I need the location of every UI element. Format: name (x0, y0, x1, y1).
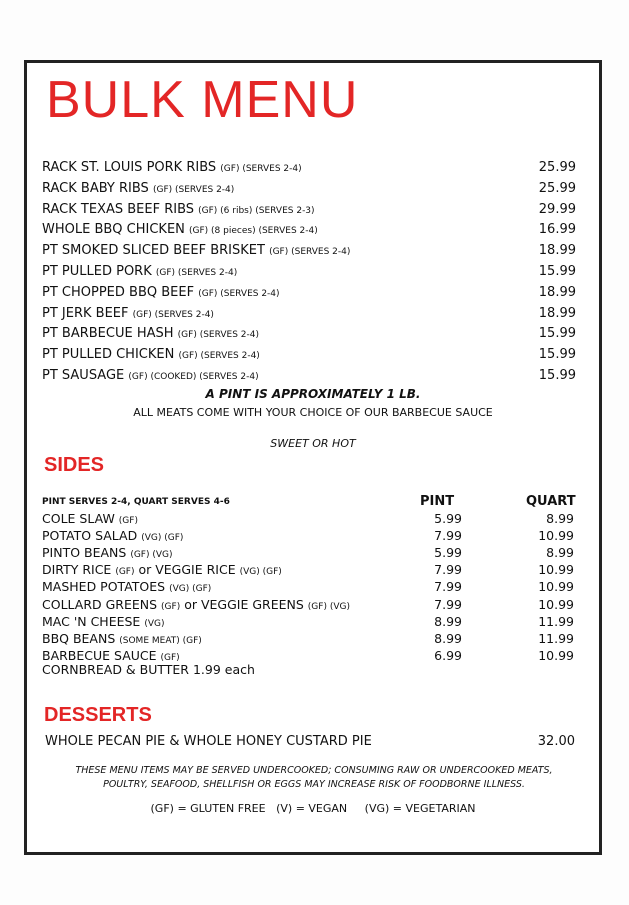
item-price: 16.99 (538, 222, 576, 238)
side-quart-price: 11.99 (538, 630, 574, 646)
legend (24, 802, 602, 815)
menu-item (42, 345, 578, 365)
item-price: 15.99 (538, 347, 576, 363)
item-label: PT BARBECUE HASH (42, 326, 178, 342)
side-quart-price: 10.99 (538, 579, 574, 595)
item-label: PT SMOKED SLICED BEEF BRISKET (42, 243, 270, 259)
item-name (42, 283, 280, 304)
item-tags: (GF) (SERVES 2-4) (198, 288, 280, 299)
side-label: MAC 'N CHEESE (42, 613, 145, 629)
side-item (42, 544, 582, 561)
item-label: WHOLE BBQ CHICKEN (42, 222, 190, 238)
item-name (42, 200, 315, 221)
side-quart-price: 10.99 (538, 562, 574, 578)
item-label: PT PULLED CHICKEN (42, 347, 179, 363)
item-tags: (GF) (SERVES 2-4) (155, 268, 238, 278)
item-price: 18.99 (538, 284, 576, 300)
item-label: PT CHOPPED BBQ BEEF (42, 284, 199, 300)
item-tags: (GF) (8 pieces) (SERVES 2-4) (189, 226, 318, 237)
item-label: PT PULLED PORK (42, 264, 156, 279)
serves-note: PINT SERVES 2-4, QUART SERVES 4-6 (42, 497, 230, 507)
item-label: RACK ST. LOUIS PORK RIBS (42, 160, 221, 175)
item-tags: (GF) (SERVES 2-4) (177, 330, 259, 341)
pint-column-header: PINT (420, 494, 455, 509)
item-price: 25.99 (538, 160, 576, 175)
dessert-row (45, 734, 575, 749)
item-tags: (GF) (SERVES 2-4) (132, 309, 214, 320)
item-label: PT JERK BEEF (42, 305, 133, 321)
side-label: DIRTY RICE (42, 562, 116, 578)
item-label: RACK TEXAS BEEF RIBS (42, 201, 199, 217)
menu-item (42, 262, 578, 282)
item-price: 18.99 (538, 305, 576, 321)
page-title: BULK MENU (46, 71, 359, 129)
side-item (42, 527, 582, 544)
item-price: 18.99 (538, 243, 576, 259)
menu-item (42, 283, 578, 303)
legend-vegetarian: (VG) = VEGETARIAN (364, 802, 476, 815)
side-label: MASHED POTATOES (42, 579, 170, 595)
side-label-alt: or VEGGIE RICE (134, 562, 240, 578)
item-price: 25.99 (538, 180, 576, 196)
item-price: 15.99 (538, 326, 576, 342)
side-pint-price: 6.99 (434, 647, 462, 663)
side-pint-price: 7.99 (434, 562, 462, 578)
disclaimer-line: THESE MENU ITEMS MAY BE SERVED UNDERCOOKED; CONSUMING RAW OR UNDERCOOKED MEATS, (75, 765, 553, 776)
item-tags: (GF) (SERVES 2-4) (220, 164, 302, 174)
legend-gf: (GF) = GLUTEN FREE (150, 802, 266, 815)
item-name (42, 345, 260, 366)
item-name (42, 366, 259, 387)
side-quart-price: 11.99 (538, 613, 574, 629)
side-pint-price: 8.99 (434, 630, 462, 646)
disclaimer-line: POULTRY, SEAFOOD, SHELLFISH OR EGGS MAY INCREASE RISK OF FOODBORNE ILLNESS. (103, 779, 525, 790)
sauce-note: ALL MEATS COME WITH YOUR CHOICE OF OUR BARBECUE SAUCE (133, 406, 493, 419)
side-pint-price: 7.99 (434, 528, 462, 544)
cornbread-item: CORNBREAD & BUTTER 1.99 each (42, 662, 255, 677)
sauce-options: SWEET OR HOT (270, 437, 356, 450)
item-tags: (GF) (COOKED) (SERVES 2-4) (128, 372, 259, 382)
item-tags: (GF) (SERVES 2-4) (178, 351, 260, 362)
item-name (42, 220, 318, 241)
menu-item (42, 200, 578, 220)
side-tags: (VG) (GF) (169, 584, 212, 595)
menu-item (42, 304, 578, 324)
item-label: PT SAUSAGE (42, 368, 129, 383)
side-tags: (VG) (144, 618, 165, 629)
quart-column-header: QUART (526, 494, 576, 509)
menu-item (42, 220, 578, 240)
side-label: BBQ BEANS (42, 630, 120, 646)
menu-item (42, 324, 578, 344)
side-label-alt: or VEGGIE GREENS (180, 596, 308, 612)
item-name (42, 262, 237, 283)
side-quart-price: 8.99 (546, 511, 574, 526)
item-name (42, 179, 234, 200)
menu-item (42, 179, 578, 199)
item-tags: (GF) (6 ribs) (SERVES 2-3) (198, 205, 315, 216)
side-label: COLE SLAW (42, 511, 119, 526)
dessert-price: 32.00 (537, 734, 575, 749)
side-quart-price: 8.99 (546, 545, 574, 561)
legend-vegan: (V) = VEGAN (276, 802, 348, 815)
side-tags: (GF) (161, 601, 181, 612)
side-item (42, 630, 582, 647)
item-price: 15.99 (538, 264, 576, 279)
item-tags: (GF) (SERVES 2-4) (269, 247, 351, 258)
side-tags: (GF) (160, 652, 180, 663)
item-name (42, 241, 350, 262)
side-pint-price: 8.99 (434, 613, 462, 629)
side-pint-price: 5.99 (434, 545, 462, 561)
pint-note: A PINT IS APPROXIMATELY 1 LB. (205, 387, 421, 401)
side-label: COLLARD GREENS (42, 596, 162, 612)
side-tags: (GF) (VG) (130, 550, 173, 561)
side-item (42, 596, 582, 613)
side-tags-alt: (VG) (GF) (239, 567, 282, 578)
side-tags: (SOME MEAT) (GF) (119, 635, 202, 646)
item-price: 29.99 (538, 201, 576, 217)
side-tags: (GF) (115, 567, 135, 578)
side-item (42, 578, 582, 595)
menu-item (42, 158, 578, 178)
item-name (42, 324, 259, 345)
side-tags: (VG) (GF) (141, 533, 184, 544)
side-label: BARBECUE SAUCE (42, 647, 161, 663)
item-price: 15.99 (538, 368, 576, 383)
side-tags: (GF) (118, 516, 138, 526)
side-item (42, 561, 582, 578)
desserts-heading: DESSERTS (44, 704, 152, 726)
side-item (42, 510, 582, 527)
side-label: POTATO SALAD (42, 528, 142, 544)
item-tags: (GF) (SERVES 2-4) (152, 184, 235, 195)
item-name (42, 304, 214, 325)
side-item (42, 613, 582, 630)
side-quart-price: 10.99 (538, 647, 574, 663)
disclaimer (40, 764, 588, 792)
side-pint-price: 5.99 (434, 511, 462, 526)
sides-heading: SIDES (44, 454, 105, 476)
menu-item (42, 366, 578, 386)
side-tags-alt: (GF) (VG) (307, 601, 350, 612)
item-label: RACK BABY RIBS (42, 180, 153, 196)
side-pint-price: 7.99 (434, 579, 462, 595)
side-pint-price: 7.99 (434, 596, 462, 612)
menu-item (42, 241, 578, 261)
side-quart-price: 10.99 (538, 596, 574, 612)
side-label: PINTO BEANS (42, 545, 131, 561)
item-name (42, 158, 302, 179)
dessert-item: WHOLE PECAN PIE & WHOLE HONEY CUSTARD PIE (45, 734, 372, 749)
sides-header-row (42, 493, 582, 511)
side-quart-price: 10.99 (538, 528, 574, 544)
